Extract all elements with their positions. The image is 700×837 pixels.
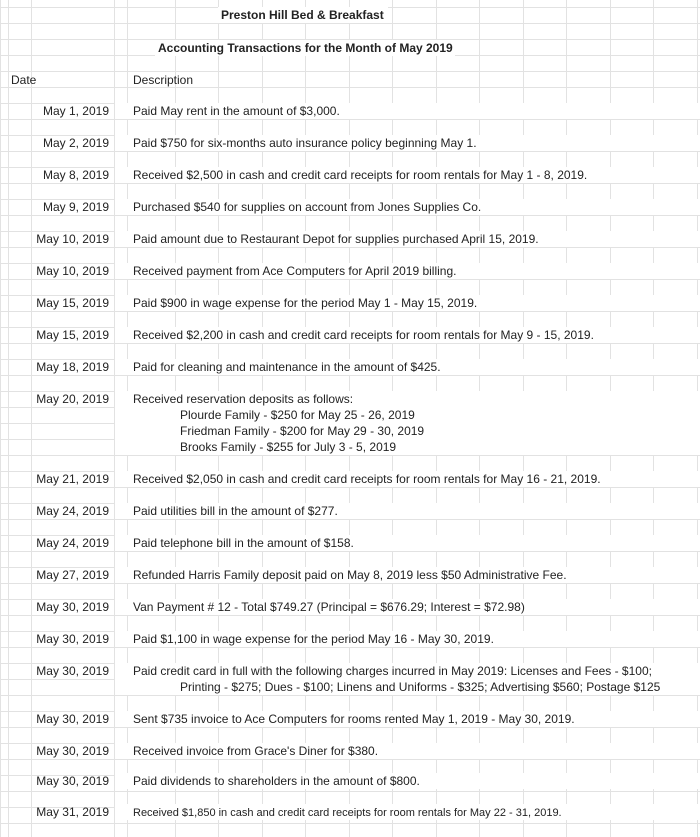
description-column-header[interactable]: Description [133, 73, 194, 87]
transaction-description[interactable]: Sent $735 invoice to Ace Computers for rooms rented May 1, 2019 - May 30, 2019. [133, 712, 575, 726]
transaction-description[interactable]: Received $2,500 in cash and credit card receipts for room rentals for May 1 - 8, 2019. [133, 168, 588, 182]
transaction-date[interactable]: May 18, 2019 [36, 360, 109, 374]
transaction-description[interactable]: Received reservation deposits as follows: [133, 392, 354, 406]
transaction-date[interactable]: May 2, 2019 [42, 136, 109, 150]
transaction-date[interactable]: May 10, 2019 [36, 232, 109, 246]
transaction-description[interactable]: Paid credit card in full with the following charges incurred in May 2019: Licenses and Fees - $100; [133, 664, 652, 678]
transaction-date[interactable]: May 15, 2019 [36, 328, 109, 342]
transaction-date[interactable]: May 24, 2019 [36, 536, 109, 550]
transaction-date[interactable]: May 24, 2019 [36, 504, 109, 518]
transaction-description[interactable]: Paid for cleaning and maintenance in the amount of $425. [133, 360, 441, 374]
deposit-detail-line[interactable]: Friedman Family - $200 for May 29 - 30, 2019 [180, 424, 425, 438]
transaction-description[interactable]: Paid amount due to Restaurant Depot for supplies purchased April 15, 2019. [133, 232, 539, 246]
transaction-description[interactable]: Paid May rent in the amount of $3,000. [133, 104, 340, 118]
transaction-description[interactable]: Paid dividends to shareholders in the amount of $800. [133, 774, 420, 788]
transaction-date[interactable]: May 10, 2019 [36, 264, 109, 278]
transaction-description[interactable]: Received $2,050 in cash and credit card receipts for room rentals for May 16 - 21, 2019. [133, 472, 601, 486]
transaction-description[interactable]: Received invoice from Grace's Diner for $380. [133, 744, 379, 758]
transaction-date[interactable]: May 30, 2019 [36, 744, 109, 758]
transaction-date[interactable]: May 1, 2019 [42, 104, 109, 118]
transaction-description[interactable]: Received $1,850 in cash and credit card receipts for room rentals for May 22 - 31, 2019. [133, 807, 562, 819]
transaction-description[interactable]: Paid telephone bill in the amount of $158. [133, 536, 354, 550]
transaction-date[interactable]: May 9, 2019 [42, 200, 109, 214]
business-name[interactable]: Preston Hill Bed & Breakfast [221, 8, 384, 22]
transaction-date[interactable]: May 30, 2019 [36, 712, 109, 726]
report-title[interactable]: Accounting Transactions for the Month of May 2019 [158, 41, 453, 55]
charge-detail-line[interactable]: Printing - $275; Dues - $100; Linens and Uniforms - $325; Advertising $560; Postage $125 [180, 680, 661, 694]
transaction-date[interactable]: May 31, 2019 [36, 805, 109, 819]
transaction-description[interactable]: Paid utilities bill in the amount of $277. [133, 504, 338, 518]
transaction-date[interactable]: May 30, 2019 [36, 774, 109, 788]
transaction-description[interactable]: Van Payment # 12 - Total $749.27 (Principal = $676.29; Interest = $72.98) [133, 600, 525, 614]
transaction-date[interactable]: May 20, 2019 [36, 392, 109, 406]
transaction-date[interactable]: May 30, 2019 [36, 632, 109, 646]
transaction-date[interactable]: May 30, 2019 [36, 664, 109, 678]
transaction-description[interactable]: Received payment from Ace Computers for April 2019 billing. [133, 264, 457, 278]
transaction-description[interactable]: Purchased $540 for supplies on account from Jones Supplies Co. [133, 200, 482, 214]
transaction-description[interactable]: Refunded Harris Family deposit paid on May 8, 2019 less $50 Administrative Fee. [133, 568, 567, 582]
transaction-description[interactable]: Received $2,200 in cash and credit card receipts for room rentals for May 9 - 15, 2019. [133, 328, 594, 342]
deposit-detail-line[interactable]: Plourde Family - $250 for May 25 - 26, 2019 [180, 408, 415, 422]
transaction-description[interactable]: Paid $750 for six-months auto insurance policy beginning May 1. [133, 136, 477, 150]
transaction-date[interactable]: May 27, 2019 [36, 568, 109, 582]
transaction-description[interactable]: Paid $1,100 in wage expense for the period May 16 - May 30, 2019. [133, 632, 494, 646]
transaction-date[interactable]: May 15, 2019 [36, 296, 109, 310]
transaction-description[interactable]: Paid $900 in wage expense for the period May 1 - May 15, 2019. [133, 296, 478, 310]
date-column-header[interactable]: Date [11, 73, 37, 87]
deposit-detail-line[interactable]: Brooks Family - $255 for July 3 - 5, 2019 [180, 440, 397, 454]
transaction-date[interactable]: May 8, 2019 [42, 168, 109, 182]
transaction-date[interactable]: May 21, 2019 [36, 472, 109, 486]
transaction-date[interactable]: May 30, 2019 [36, 600, 109, 614]
